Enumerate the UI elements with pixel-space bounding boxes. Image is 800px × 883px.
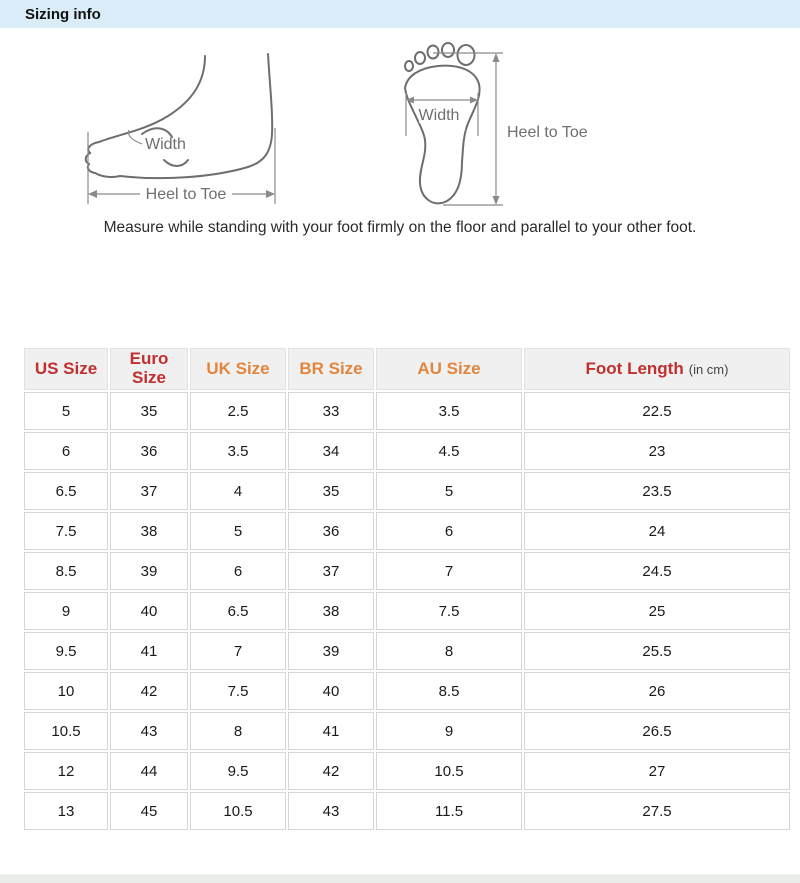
table-cell: 5	[376, 472, 522, 510]
table-cell: 25	[524, 592, 790, 630]
footprint-heel-to-toe-label: Heel to Toe	[507, 124, 588, 141]
column-header-euro-size	[110, 348, 188, 390]
table-cell: 10.5	[376, 752, 522, 790]
table-cell: 3.5	[190, 432, 286, 470]
table-cell: 35	[288, 472, 374, 510]
table-cell: 7	[190, 632, 286, 670]
table-row	[24, 432, 790, 470]
footprint-diagram	[393, 38, 623, 223]
table-cell: 10.5	[24, 712, 108, 750]
table-cell: 2.5	[190, 392, 286, 430]
size-table-body	[24, 392, 790, 830]
bottom-divider-strip	[0, 874, 800, 883]
table-cell: 8	[376, 632, 522, 670]
table-cell: 3.5	[376, 392, 522, 430]
section-title-bar	[0, 0, 800, 28]
table-cell: 41	[288, 712, 374, 750]
column-header-br-size	[288, 348, 374, 390]
table-row	[24, 632, 790, 670]
foot-length-unit-note: (in cm)	[688, 361, 729, 377]
au-size-label: AU Size	[417, 358, 481, 378]
table-cell: 9.5	[190, 752, 286, 790]
table-cell: 5	[24, 392, 108, 430]
table-cell: 36	[288, 512, 374, 550]
table-cell: 24	[524, 512, 790, 550]
table-cell: 45	[110, 792, 188, 830]
column-header-uk-size	[190, 348, 286, 390]
table-cell: 6.5	[190, 592, 286, 630]
table-row	[24, 752, 790, 790]
table-cell: 27.5	[524, 792, 790, 830]
table-cell: 9	[376, 712, 522, 750]
side-view-heel-to-toe-label: Heel to Toe	[145, 186, 227, 203]
table-row	[24, 672, 790, 710]
column-header-au-size	[376, 348, 522, 390]
table-cell: 34	[288, 432, 374, 470]
table-cell: 9	[24, 592, 108, 630]
table-cell: 39	[288, 632, 374, 670]
table-cell: 42	[288, 752, 374, 790]
table-cell: 7.5	[376, 592, 522, 630]
table-cell: 8.5	[376, 672, 522, 710]
table-cell: 6	[24, 432, 108, 470]
table-cell: 10.5	[190, 792, 286, 830]
table-cell: 7.5	[190, 672, 286, 710]
table-cell: 37	[110, 472, 188, 510]
foot-side-view-diagram	[82, 48, 282, 213]
table-cell: 4.5	[376, 432, 522, 470]
table-cell: 44	[110, 752, 188, 790]
table-cell: 27	[524, 752, 790, 790]
table-cell: 36	[110, 432, 188, 470]
measure-instruction: Measure while standing with your foot firmly on the floor and parallel to your other foot.	[103, 219, 697, 236]
table-cell: 8.5	[24, 552, 108, 590]
table-cell: 24.5	[524, 552, 790, 590]
table-cell: 40	[288, 672, 374, 710]
table-cell: 41	[110, 632, 188, 670]
table-row	[24, 712, 790, 750]
table-cell: 43	[110, 712, 188, 750]
table-cell: 23	[524, 432, 790, 470]
foot-length-label: Foot Length	[585, 358, 684, 378]
side-view-width-label: Width	[145, 136, 186, 153]
table-cell: 38	[288, 592, 374, 630]
table-cell: 7	[376, 552, 522, 590]
table-row	[24, 592, 790, 630]
br-size-label: BR Size	[299, 358, 363, 378]
column-header-foot-length	[524, 348, 790, 390]
table-cell: 22.5	[524, 392, 790, 430]
table-cell: 12	[24, 752, 108, 790]
table-cell: 33	[288, 392, 374, 430]
table-row	[24, 472, 790, 510]
table-cell: 6	[190, 552, 286, 590]
table-cell: 9.5	[24, 632, 108, 670]
table-cell: 10	[24, 672, 108, 710]
table-cell: 38	[110, 512, 188, 550]
uk-size-label: UK Size	[206, 358, 270, 378]
table-cell: 35	[110, 392, 188, 430]
table-cell: 23.5	[524, 472, 790, 510]
table-cell: 26.5	[524, 712, 790, 750]
table-cell: 13	[24, 792, 108, 830]
table-cell: 25.5	[524, 632, 790, 670]
table-cell: 7.5	[24, 512, 108, 550]
table-header-row	[24, 348, 790, 390]
table-cell: 8	[190, 712, 286, 750]
us-size-label: US Size	[34, 358, 98, 378]
table-cell: 6.5	[24, 472, 108, 510]
table-cell: 39	[110, 552, 188, 590]
column-header-us-size	[24, 348, 108, 390]
table-cell: 37	[288, 552, 374, 590]
table-cell: 43	[288, 792, 374, 830]
footprint-width-label: Width	[418, 107, 460, 124]
table-cell: 40	[110, 592, 188, 630]
table-cell: 11.5	[376, 792, 522, 830]
table-cell: 4	[190, 472, 286, 510]
size-conversion-table	[22, 346, 792, 832]
table-cell: 5	[190, 512, 286, 550]
table-row	[24, 512, 790, 550]
table-cell: 26	[524, 672, 790, 710]
page-title: Sizing info	[25, 5, 101, 23]
table-row	[24, 792, 790, 830]
table-cell: 42	[110, 672, 188, 710]
table-row	[24, 392, 790, 430]
table-cell: 6	[376, 512, 522, 550]
euro-size-label: Euro Size	[129, 349, 169, 387]
table-row	[24, 552, 790, 590]
